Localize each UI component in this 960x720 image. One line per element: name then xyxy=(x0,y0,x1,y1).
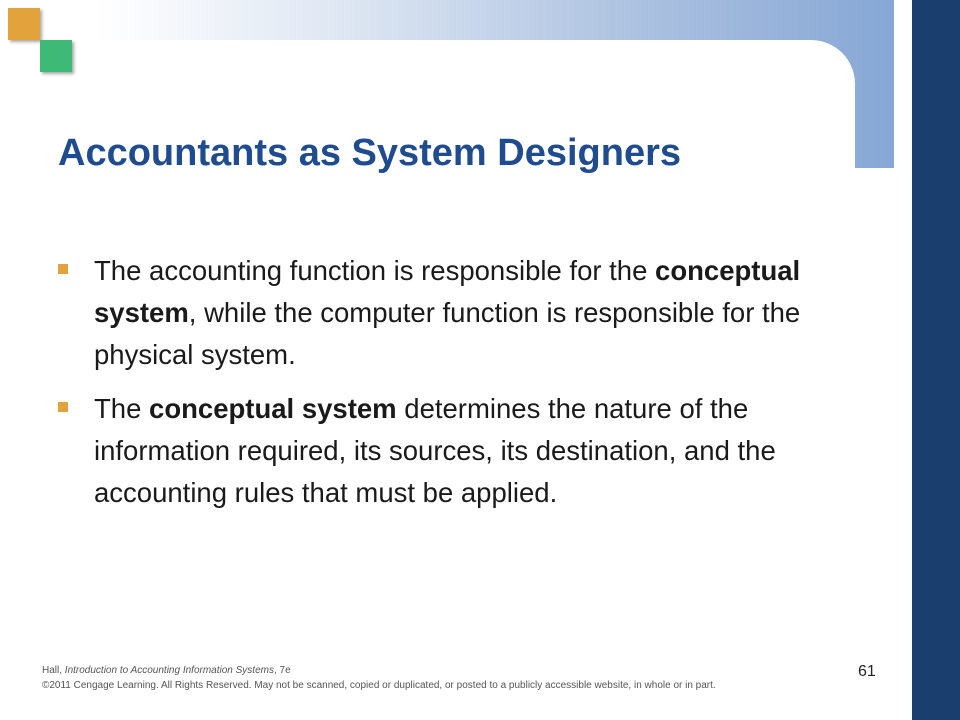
footer-author: Hall, xyxy=(42,665,65,676)
slide-title: Accountants as System Designers xyxy=(58,132,682,174)
bullet-text-segment: The xyxy=(94,393,150,424)
bullet-bold-term: conceptual system xyxy=(94,255,801,328)
bullet-list xyxy=(58,250,888,526)
bullet-square-icon xyxy=(58,264,68,274)
bullet-text-segment: determines the nature of the information required, its sources, its destination, and the accounting rules that must be applied. xyxy=(94,393,776,508)
footer-copyright: ©2011 Cengage Learning. All Rights Reserved. May not be scanned, copied or duplicated, or posted to a publicly accessible website, in whole or in part. xyxy=(42,680,716,691)
green-square-decoration xyxy=(40,40,72,72)
bullet-square-icon xyxy=(58,402,68,412)
bullet-text-segment: , while the computer function is responsible for the physical system. xyxy=(94,297,801,370)
bullet-text xyxy=(94,393,776,508)
bullet-item xyxy=(58,388,888,514)
footer-edition: , 7e xyxy=(273,665,291,676)
page-number: 61 xyxy=(858,663,876,680)
footer-book-title: Introduction to Accounting Information Systems xyxy=(64,665,274,676)
footer-citation xyxy=(42,665,291,676)
bullet-item xyxy=(58,250,888,376)
bullet-text-segment: The accounting function is responsible for the xyxy=(94,255,656,286)
orange-square-decoration xyxy=(8,8,40,40)
bullet-text xyxy=(94,255,800,370)
right-side-bar xyxy=(912,0,960,720)
bullet-bold-term: conceptual system xyxy=(149,393,397,424)
